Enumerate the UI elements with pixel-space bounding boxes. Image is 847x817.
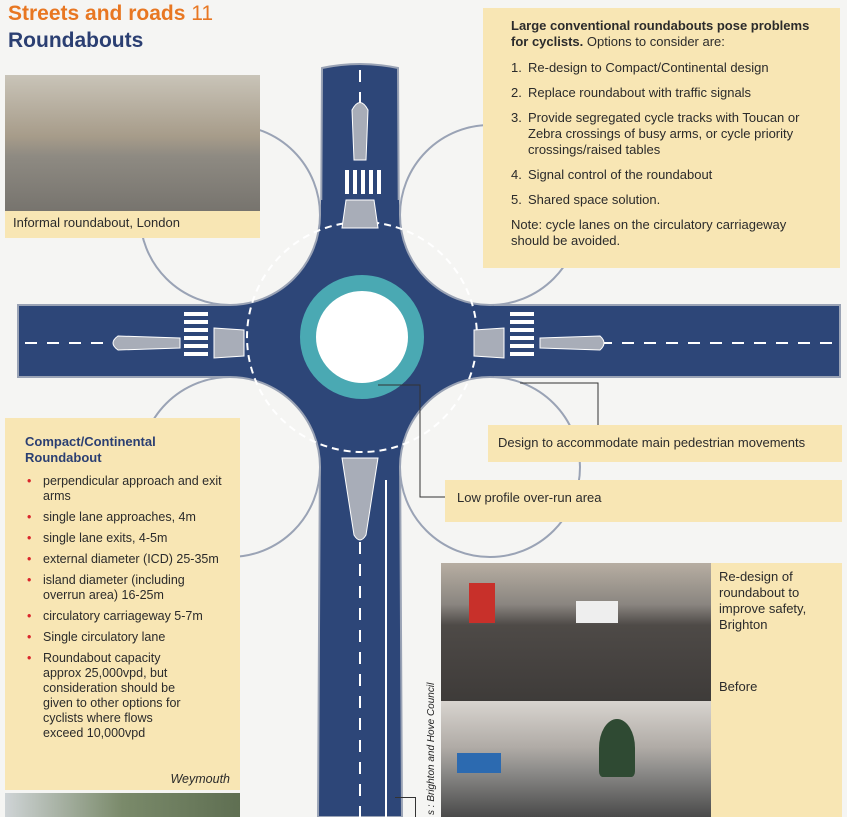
brighton-after-photo (441, 701, 711, 817)
option-item: 3. Provide segregated cycle tracks with Toucan or Zebra crossings of busy arms, or cycle priority crossings/raised tables (511, 110, 800, 157)
before-label: Before (719, 679, 758, 694)
problems-heading-rest: Options to consider are: (583, 34, 725, 49)
central-island (308, 283, 416, 391)
spec-item: • external diameter (ICD) 25-35m (27, 552, 219, 566)
photo-credit: s : Brighton and Hove Council (426, 682, 437, 815)
spec-item: • perpendicular approach and exit arms (27, 474, 222, 503)
blue-van (457, 753, 501, 773)
white-van (576, 601, 618, 623)
problems-box (483, 8, 840, 268)
option-item: 5. Shared space solution. (511, 192, 661, 207)
weymouth-photo (5, 793, 240, 817)
brighton-caption-box (711, 563, 842, 817)
section-title: Streets and roads 11 (8, 2, 214, 25)
brighton-before-photo (441, 563, 711, 701)
problems-note: Note: cycle lanes on the circulatory carriageway should be avoided. (511, 217, 787, 248)
compact-heading: Compact/Continental Roundabout (25, 434, 156, 465)
spec-item: • Roundabout capacity approx 25,000vpd, but consideration should be given to other options for cyclists where flows exceed 10,000vpd (27, 651, 181, 740)
brighton-caption: Re-design of roundabout to improve safety, Brighton (719, 569, 807, 632)
spec-item: • island diameter (including overrun area) 16-25m (27, 573, 185, 602)
spec-item: • Single circulatory lane (27, 630, 166, 644)
compact-box (5, 418, 240, 790)
red-bus (469, 583, 495, 623)
tree (599, 719, 635, 777)
overrun-callout: Low profile over-run area (445, 480, 842, 522)
spec-item: • single lane approaches, 4m (27, 510, 196, 524)
spec-item: • circulatory carriageway 5-7m (27, 609, 203, 623)
problems-heading: Large conventional roundabouts pose problems for cyclists. (511, 18, 810, 49)
compact-location: Weymouth (170, 772, 230, 786)
option-item: 2. Replace roundabout with traffic signals (511, 85, 752, 100)
option-item: 1. Re-design to Compact/Continental design (511, 60, 769, 75)
credit-bracket (395, 797, 416, 817)
spec-item: • single lane exits, 4-5m (27, 531, 168, 545)
option-item: 4. Signal control of the roundabout (511, 167, 713, 182)
london-roundabout-photo (5, 75, 260, 211)
london-photo-caption: Informal roundabout, London (5, 211, 260, 238)
page-title: Roundabouts (8, 29, 144, 52)
pedestrian-callout: Design to accommodate main pedestrian movements (488, 425, 842, 462)
